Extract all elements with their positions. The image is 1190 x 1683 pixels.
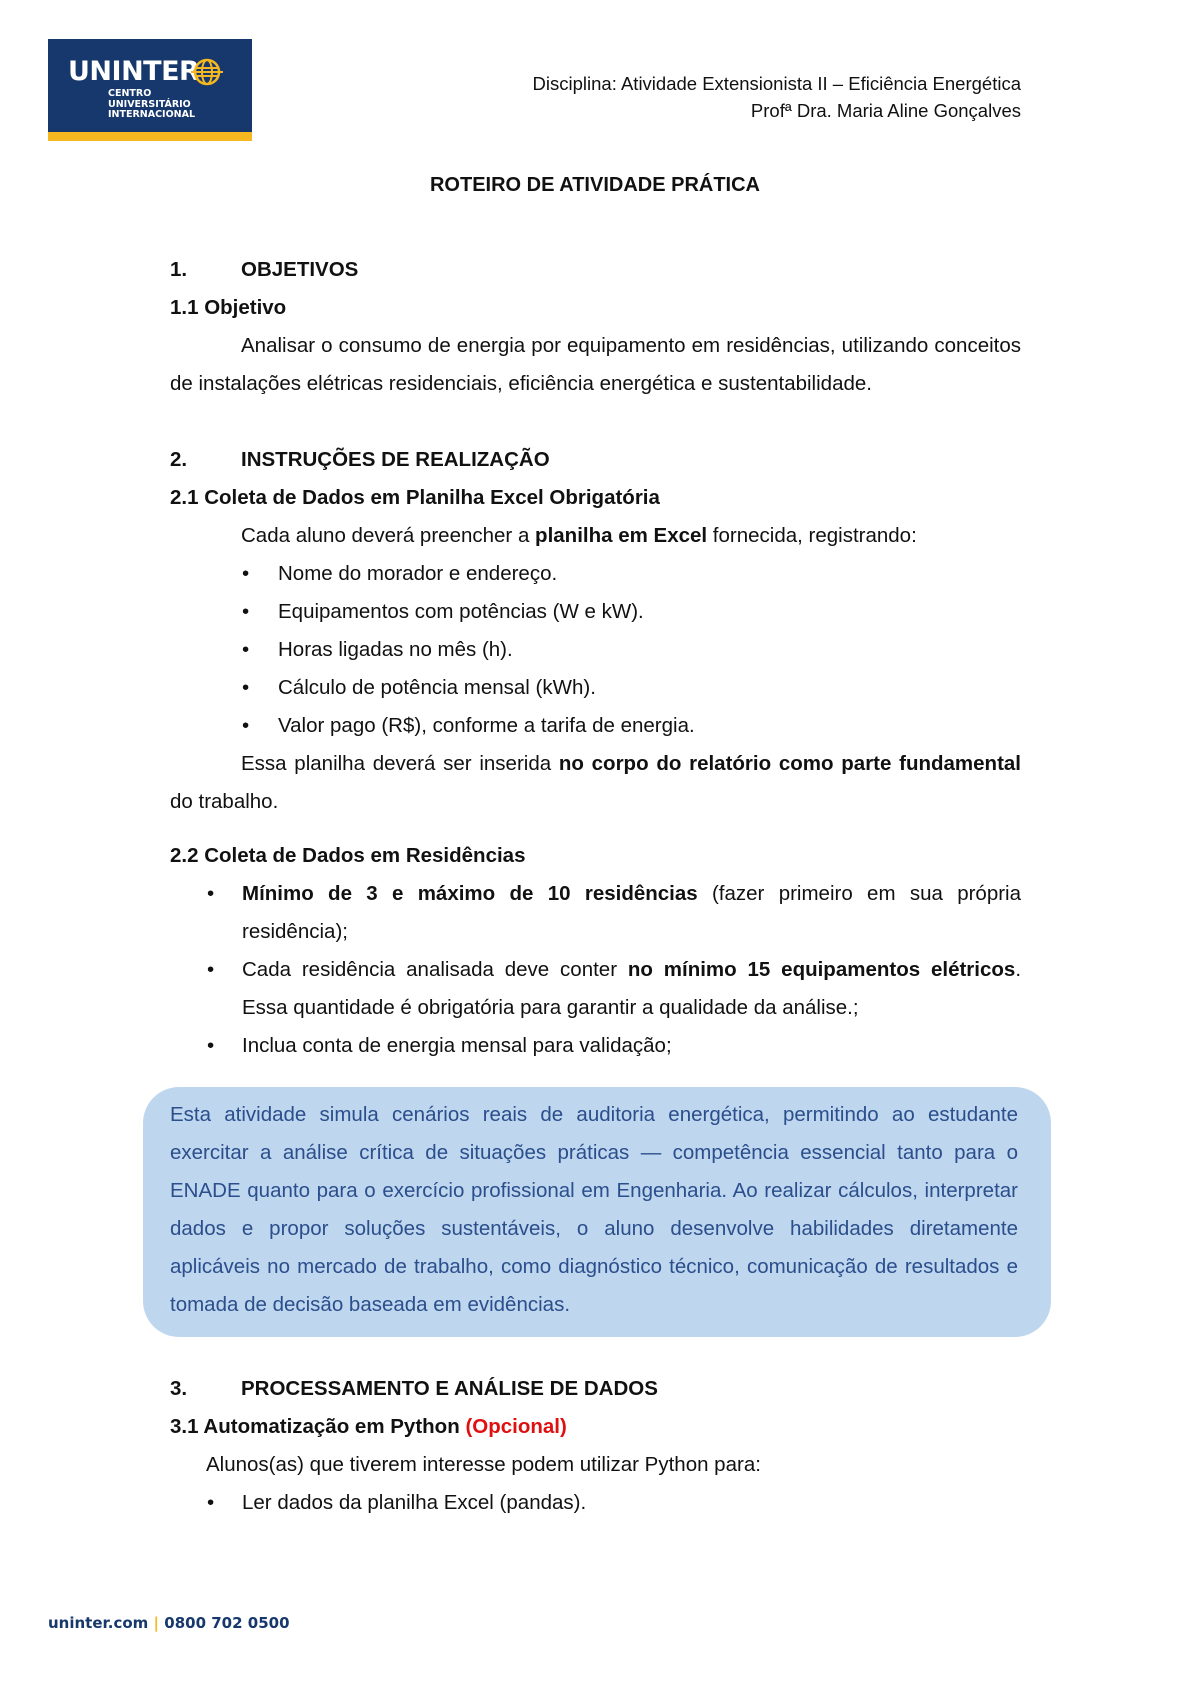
list-item: • Equipamentos com potências (W e kW). bbox=[170, 593, 1021, 631]
course-professor: Profª Dra. Maria Aline Gonçalves bbox=[750, 100, 1021, 121]
emphasis: planilha em Excel bbox=[535, 524, 708, 547]
callout-text: Esta atividade simula cenários reais de auditoria energética, permitindo ao estudante exercitar a análise crítica de situações práticas — competência essencial tanto para o ENADE quanto para o exercício profissional em Engenharia. Ao realizar cálculos, interpretar dados e propor soluções sustentáveis, o aluno desenvolve habilidades diretamente aplicáveis no mercado de trabalho, como diagnóstico técnico, comunicação de resultados e tomada de decisão baseada em evidências. bbox=[170, 1103, 1018, 1316]
section-heading bbox=[170, 441, 1021, 479]
document-title: ROTEIRO DE ATIVIDADE PRÁTICA bbox=[429, 174, 760, 196]
uninter-logo bbox=[48, 39, 252, 141]
section-heading bbox=[170, 1370, 1021, 1408]
section-number: 3. bbox=[170, 1377, 188, 1400]
footer-phone: 0800 702 0500 bbox=[164, 1614, 290, 1632]
globe-icon bbox=[190, 57, 224, 87]
text-span: fornecida, registrando: bbox=[707, 524, 917, 547]
emphasis: no corpo do relatório como parte fundamental bbox=[558, 752, 1022, 775]
footer-site: uninter.com bbox=[48, 1614, 149, 1632]
logo-wordmark: UNINTER bbox=[68, 56, 200, 87]
list-item: • Ler dados da planilha Excel (pandas). bbox=[170, 1484, 1021, 1522]
section-heading bbox=[170, 251, 1021, 289]
subsection-heading: 2.1 Coleta de Dados em Planilha Excel Obrigatória bbox=[170, 486, 660, 509]
objective-paragraph: Analisar o consumo de energia por equipamento em residências, utilizando conceitos de instalações elétricas residenciais, eficiência energética e sustentabilidade. bbox=[170, 334, 1021, 395]
text-span: 3.1 Automatização em Python bbox=[170, 1415, 460, 1438]
residence-requirements-list bbox=[170, 875, 1021, 1065]
section-title: INSTRUÇÕES DE REALIZAÇÃO bbox=[241, 448, 550, 471]
text-span: Cada aluno deverá preencher a bbox=[241, 524, 536, 547]
emphasis: no mínimo 15 equipamentos elétricos bbox=[627, 958, 1016, 981]
logo-yellow-bar bbox=[48, 132, 252, 141]
callout-box bbox=[143, 1087, 1051, 1337]
footer bbox=[48, 1614, 290, 1632]
python-intro: Alunos(as) que tiverem interesse podem utilizar Python para: bbox=[206, 1453, 761, 1476]
list-item: • Cálculo de potência mensal (kWh). bbox=[170, 669, 1021, 707]
course-discipline: Disciplina: Atividade Extensionista II – Eficiência Energética bbox=[532, 73, 1021, 94]
text-span: do trabalho. bbox=[170, 790, 279, 813]
document-body-continued bbox=[170, 1370, 1021, 1522]
text-span: Essa planilha deverá ser inserida bbox=[241, 752, 559, 775]
list-item: • Nome do morador e endereço. bbox=[170, 555, 1021, 593]
subsection-heading: 1.1 Objetivo bbox=[170, 296, 287, 319]
list-item bbox=[170, 875, 1021, 951]
excel-fields-list bbox=[170, 555, 1021, 745]
section-number: 1. bbox=[170, 258, 188, 281]
python-uses-list bbox=[170, 1484, 1021, 1522]
section-title: PROCESSAMENTO E ANÁLISE DE DADOS bbox=[241, 1377, 658, 1400]
footer-separator: | bbox=[153, 1614, 160, 1632]
subsection-heading: 2.2 Coleta de Dados em Residências bbox=[170, 844, 526, 867]
optional-tag: (Opcional) bbox=[465, 1415, 567, 1438]
course-header bbox=[533, 70, 1021, 124]
section-number: 2. bbox=[170, 448, 188, 471]
section-title: OBJETIVOS bbox=[241, 258, 359, 281]
text-span: Cada residência analisada deve conter bbox=[242, 958, 628, 981]
subsection-heading bbox=[170, 1408, 1021, 1446]
list-item: • Horas ligadas no mês (h). bbox=[170, 631, 1021, 669]
logo-subtitle bbox=[108, 89, 195, 121]
list-item: • Valor pago (R$), conforme a tarifa de energia. bbox=[170, 707, 1021, 745]
emphasis: Mínimo de 3 e máximo de 10 residências bbox=[242, 882, 698, 905]
logo-subtitle-line: UNIVERSITÁRIO bbox=[108, 98, 191, 110]
document-body bbox=[170, 251, 1021, 1065]
text-span: . Essa quantidade é obrigatória para garantir a qualidade da análise.; bbox=[242, 958, 1022, 1019]
list-item: • Inclua conta de energia mensal para validação; bbox=[170, 1027, 1021, 1065]
excel-instructions bbox=[170, 517, 1021, 555]
logo-subtitle-line: INTERNACIONAL bbox=[108, 109, 196, 120]
text-span: (fazer primeiro em sua própria residência); bbox=[242, 882, 1022, 943]
logo-subtitle-line: CENTRO bbox=[108, 88, 152, 99]
list-item bbox=[170, 951, 1021, 1027]
spreadsheet-note bbox=[170, 745, 1021, 821]
